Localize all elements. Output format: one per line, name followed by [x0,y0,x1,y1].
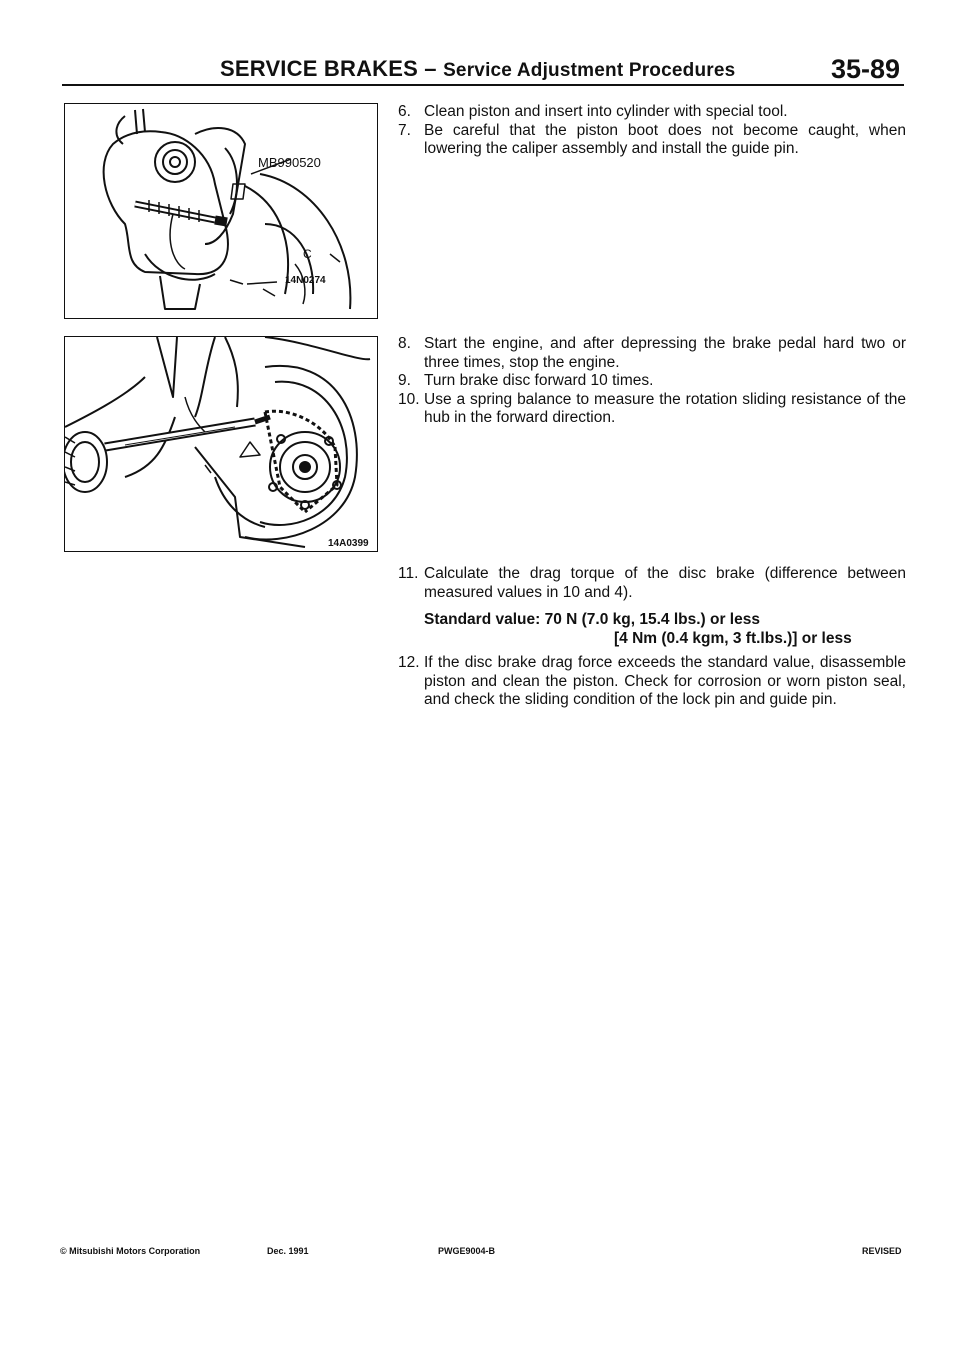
footer-copyright: © Mitsubishi Motors Corporation [60,1246,201,1256]
steps-block-1 [398,103,906,159]
header-rule [62,84,904,86]
figure-caliper-special-tool [64,103,378,319]
steps-block-2 [398,335,906,428]
figure-code: 14A0399 [328,538,369,549]
step-7: 7. Be careful that the piston boot does not become caught, when lowering the caliper assembly and install the guide pin. [398,121,906,157]
standard-value [424,610,906,648]
steps-block-3 [398,565,906,710]
step-9: 9. Turn brake disc forward 10 times. [398,372,654,389]
footer-status: REVISED [862,1246,902,1256]
caliper-illustration [65,104,377,318]
svg-text:C: C [303,247,312,261]
footer-date: Dec. 1991 [267,1246,309,1256]
title-sub: Service Adjustment Procedures [443,60,736,81]
step-6: 6. Clean piston and insert into cylinder with special tool. [398,103,788,120]
page-header [60,52,910,86]
special-tool-label: MB990520 [258,155,321,170]
page-number: 35-89 [830,54,900,84]
footer-doc-code: PWGE9004-B [438,1246,496,1256]
step-12: 12. If the disc brake drag force exceeds the standard value, disassemble piston and clean the piston. Check for corrosion or worn piston seal, and check the sliding condition of the lock pin and guide pin. [398,654,906,708]
title-main: SERVICE BRAKES – [220,56,444,81]
step-10: 10. Use a spring balance to measure the rotation sliding resistance of the hub in the forward direction. [398,390,906,426]
step-11: 11. Calculate the drag torque of the disc brake (difference between measured values in 10 and 4). [398,565,906,601]
spring-balance-illustration [65,337,377,551]
standard-value-line-1: Standard value: 70 N (7.0 kg, 15.4 lbs.) or less [424,611,760,628]
step-8: 8. Start the engine, and after depressing the brake pedal hard two or three times, stop the engine. [398,335,906,371]
figure-code: 14N0274 [285,275,326,286]
standard-value-line-2: [4 Nm (0.4 kgm, 3 ft.lbs.)] or less [614,630,852,647]
figure-spring-balance [64,336,378,552]
section-title [220,56,735,82]
